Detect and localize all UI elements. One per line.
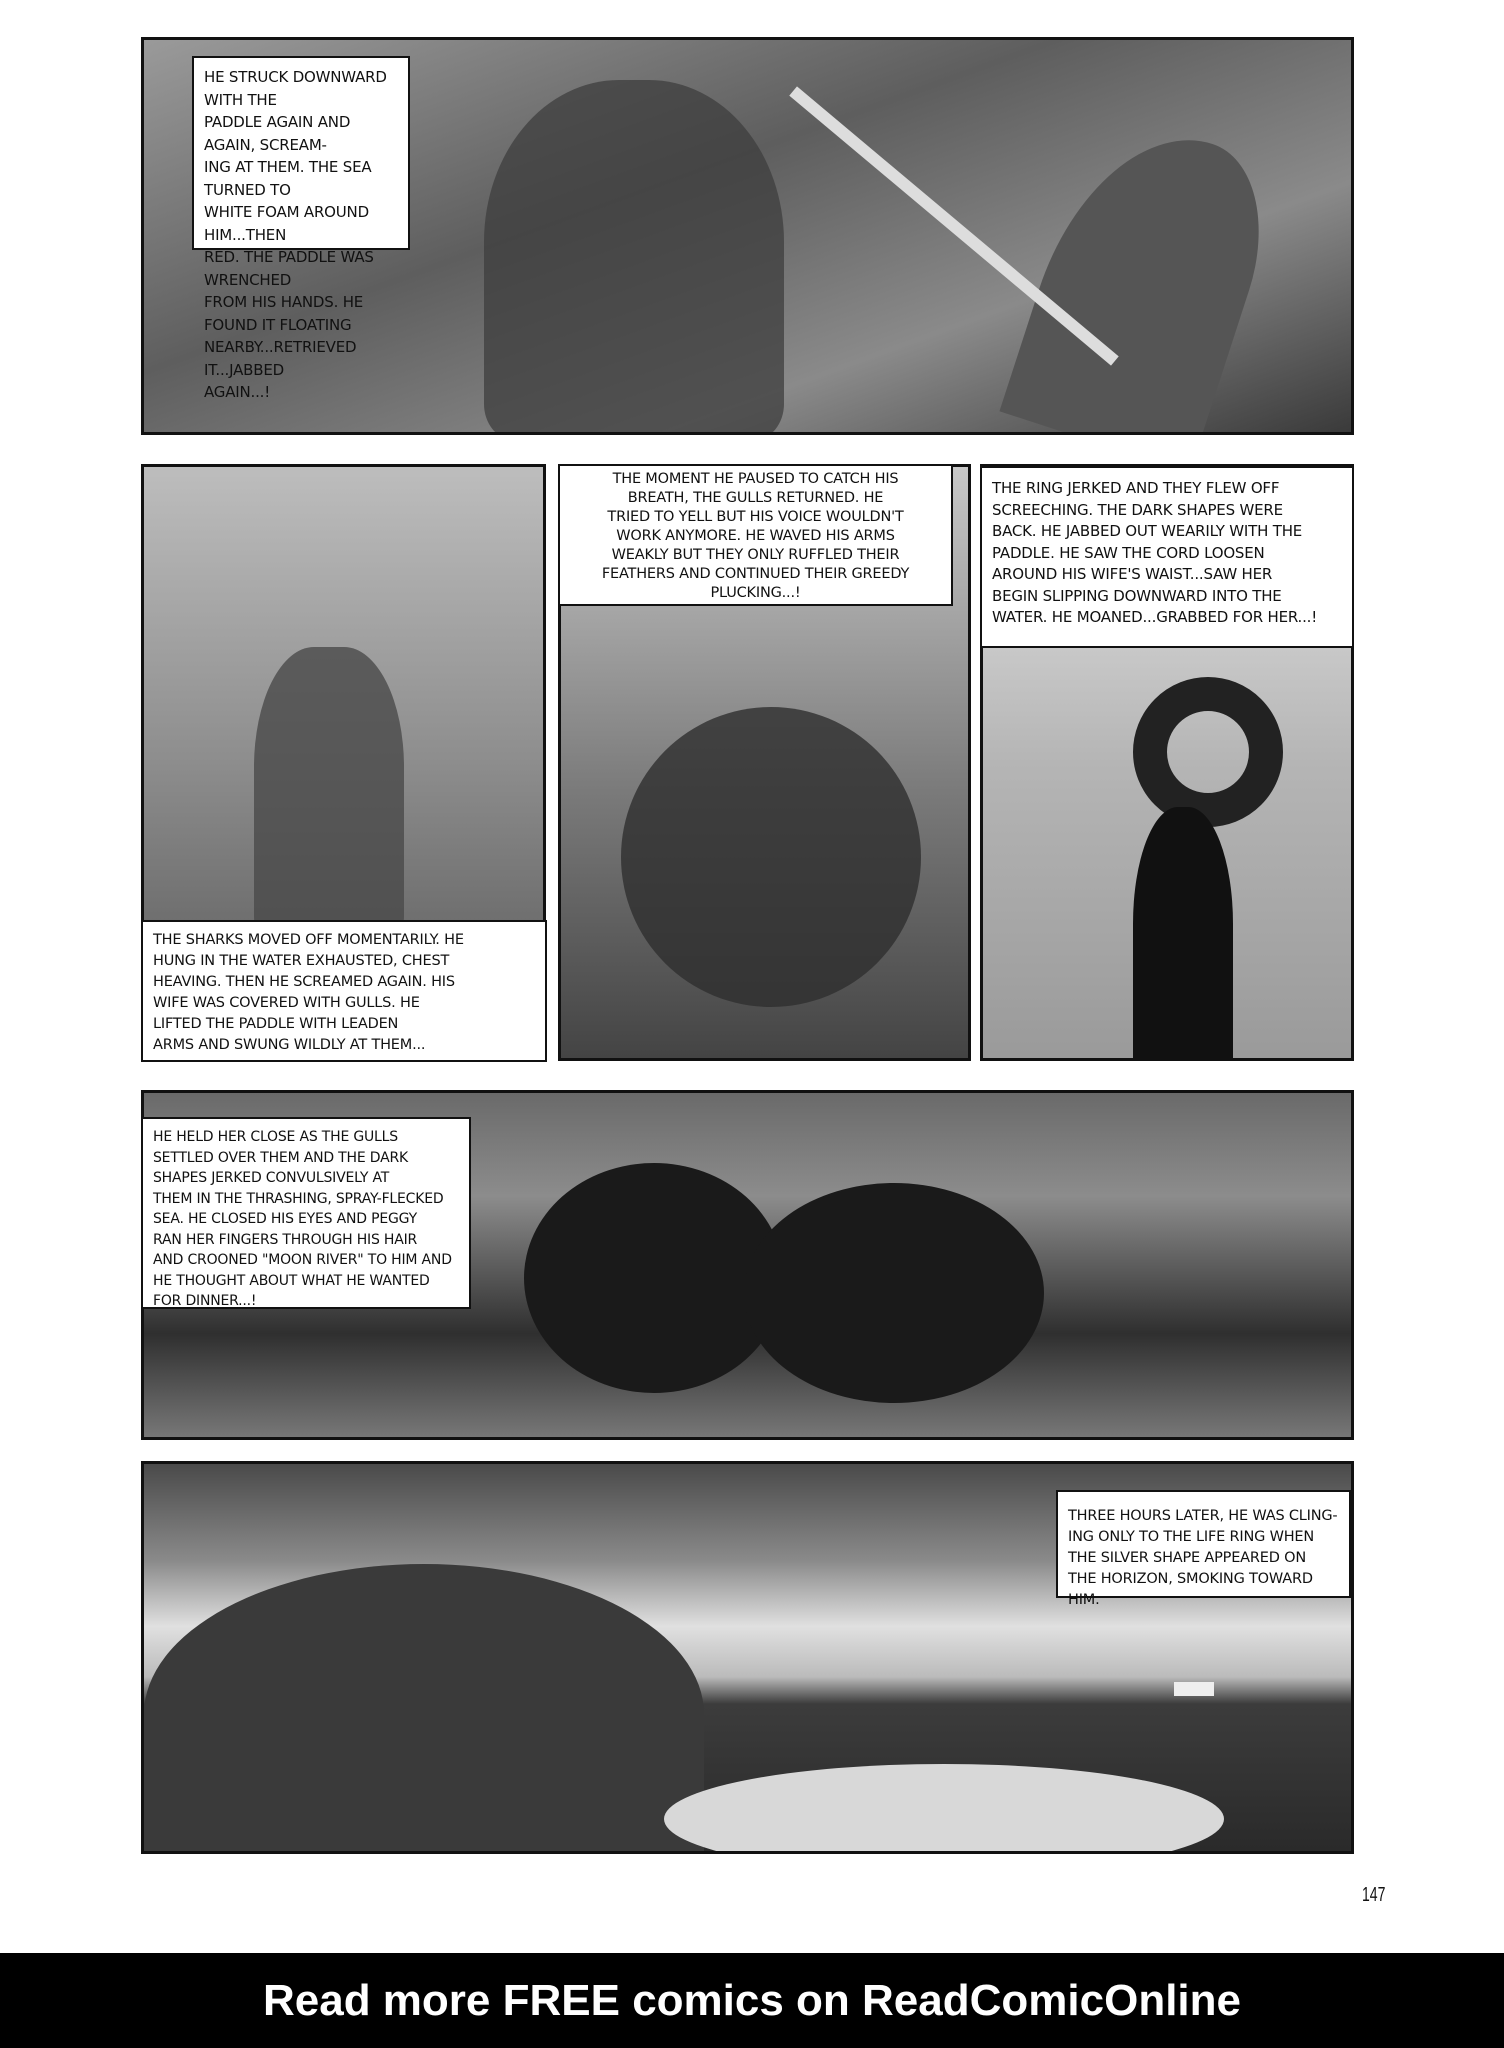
life-ring (664, 1764, 1224, 1854)
shark-figure (999, 107, 1288, 435)
ship (1174, 1682, 1214, 1696)
caption-panel-5: HE HELD HER CLOSE AS THE GULLS SETTLED OVER THEM AND THE DARK SHAPES JERKED CONVULSIVELY AT THEM IN THE THRASHING, SPRAY-FLECKED SEA. HE CLOSED HIS EYES AND PEGGY RAN HER FINGERS THROUGH HIS HAIR AND CROONED "MOON RIVER" TO HIM AND HE THOUGHT ABOUT WHAT HE WANTED FOR DINNER...! (141, 1117, 471, 1309)
gulls-cluster (621, 707, 921, 1007)
man-figure (254, 647, 404, 947)
dark-shape-right (744, 1183, 1044, 1403)
caption-panel-3: THE MOMENT HE PAUSED TO CATCH HIS BREATH, THE GULLS RETURNED. HE TRIED TO YELL BUT HIS VOICE WOULDN'T WORK ANYMORE. HE WAVED HIS ARMS WEAKLY BUT THEY ONLY RUFFLED THEIR FEATHERS AND CONTINUED THEIR GREEDY PLUCKING...! (558, 464, 953, 606)
promo-banner[interactable] (0, 1953, 1504, 2048)
sleeping-man (144, 1564, 704, 1854)
caption-panel-1: HE STRUCK DOWNWARD WITH THE PADDLE AGAIN AND AGAIN, SCREAM- ING AT THEM. THE SEA TURNED TO WHITE FOAM AROUND HIM...THEN RED. THE PADDLE WAS WRENCHED FROM HIS HANDS. HE FOUND IT FLOATING NEARBY...RETRIEVED IT...JABBED AGAIN...! (192, 56, 410, 250)
caption-panel-4: THE RING JERKED AND THEY FLEW OFF SCREECHING. THE DARK SHAPES WERE BACK. HE JABBED OUT WEARILY WITH THE PADDLE. HE SAW THE CORD LOOSEN AROUND HIS WIFE'S WAIST...SAW HER BEGIN SLIPPING DOWNWARD INTO THE WATER. HE MOANED...GRABBED FOR HER...! (980, 466, 1354, 648)
life-ring (1133, 677, 1283, 827)
silhouette-figure (1133, 807, 1233, 1061)
caption-panel-2: THE SHARKS MOVED OFF MOMENTARILY. HE HUNG IN THE WATER EXHAUSTED, CHEST HEAVING. THEN HE SCREAMED AGAIN. HIS WIFE WAS COVERED WITH GULLS. HE LIFTED THE PADDLE WITH LEADEN ARMS AND SWUNG WILDLY AT THEM... (141, 920, 547, 1062)
caption-panel-6: THREE HOURS LATER, HE WAS CLING- ING ONLY TO THE LIFE RING WHEN THE SILVER SHAPE APPEARED ON THE HORIZON, SMOKING TOWARD HIM. (1056, 1490, 1351, 1598)
page-number: 147 (1362, 1884, 1386, 1906)
promo-banner-text[interactable]: Read more FREE comics on ReadComicOnline (262, 1975, 1241, 2025)
man-figure (484, 80, 784, 435)
